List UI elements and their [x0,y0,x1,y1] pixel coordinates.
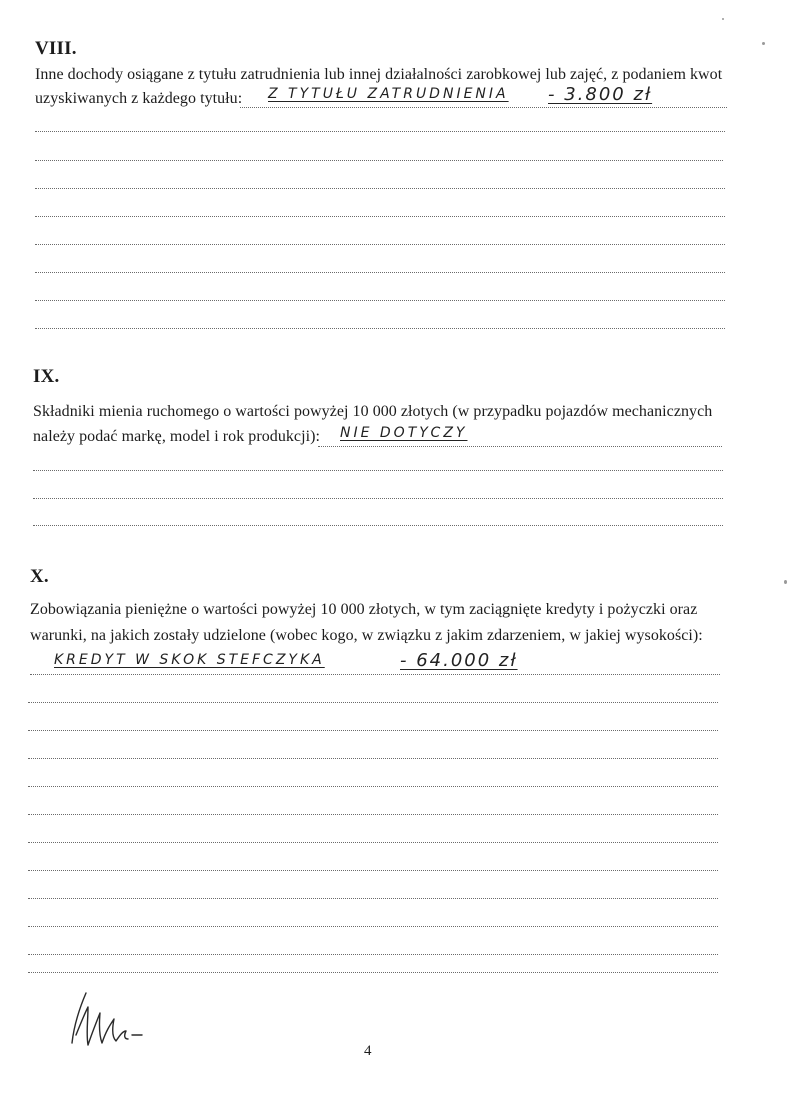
scan-speck [722,18,724,20]
section-viii-blank-line [35,160,723,161]
section-ix-question-line1: Składniki mienia ruchomego o wartości powyżej 10 000 złotych (w przypadku pojazdów mechanicznych [33,403,713,420]
section-viii-answer-line [240,107,727,108]
section-x-blank-line [28,870,718,871]
scan-speck [762,42,765,45]
section-x-blank-line [28,702,718,703]
section-ix-question-line2: należy podać markę, model i rok produkcji): [33,428,320,445]
section-ix-blank-line [33,498,723,499]
section-viii-blank-line [35,188,725,189]
section-x-heading: X. [30,566,49,587]
section-viii-question-line1: Inne dochody osiągane z tytułu zatrudnienia lub innej działalności zarobkowej lub zajęć, z podaniem kwot [35,66,723,83]
section-x-question-line1: Zobowiązania pieniężne o wartości powyżej 10 000 złotych, w tym zaciągnięte kredyty i pożyczki oraz [30,601,698,618]
section-ix-answer-line [318,446,722,447]
handwritten-signature [66,985,146,1055]
section-x-blank-line [28,814,718,815]
section-ix-handwritten-answer: NIE DOTYCZY [340,425,468,441]
section-x-blank-line [28,972,718,973]
section-ix-blank-line [33,470,723,471]
section-x-blank-line [28,954,718,955]
section-x-blank-line [28,758,718,759]
section-viii-blank-line [35,244,725,245]
scan-speck [784,580,787,584]
section-ix-blank-line [33,525,723,526]
section-x-handwritten-answer-part2: - 64.000 zł [400,650,518,671]
section-viii-blank-line [35,328,725,329]
section-viii-handwritten-answer-part1: Z TYTUŁU ZATRUDNIENIA [268,86,509,102]
section-viii-handwritten-answer-part2: - 3.800 zł [548,84,653,105]
section-viii-question-line2: uzyskiwanych z każdego tytułu: [35,90,243,107]
section-x-handwritten-answer-part1: KREDYT W SKOK STEFCZYKA [54,652,325,668]
section-viii-blank-line [35,300,725,301]
section-viii-heading: VIII. [35,38,77,59]
section-x-blank-line [28,842,718,843]
section-x-question-line2: warunki, na jakich zostały udzielone (wobec kogo, w związku z jakim zdarzeniem, w jakiej wysokości): [30,627,703,644]
section-viii-blank-line [35,216,725,217]
section-viii-blank-line [35,272,725,273]
section-x-blank-line [28,898,718,899]
section-x-blank-line [28,786,718,787]
page-number: 4 [364,1043,372,1059]
section-viii-blank-line [35,131,725,132]
section-x-answer-line [30,674,720,675]
section-x-blank-line [28,730,718,731]
section-x-blank-line [28,926,718,927]
section-ix-heading: IX. [33,366,60,387]
